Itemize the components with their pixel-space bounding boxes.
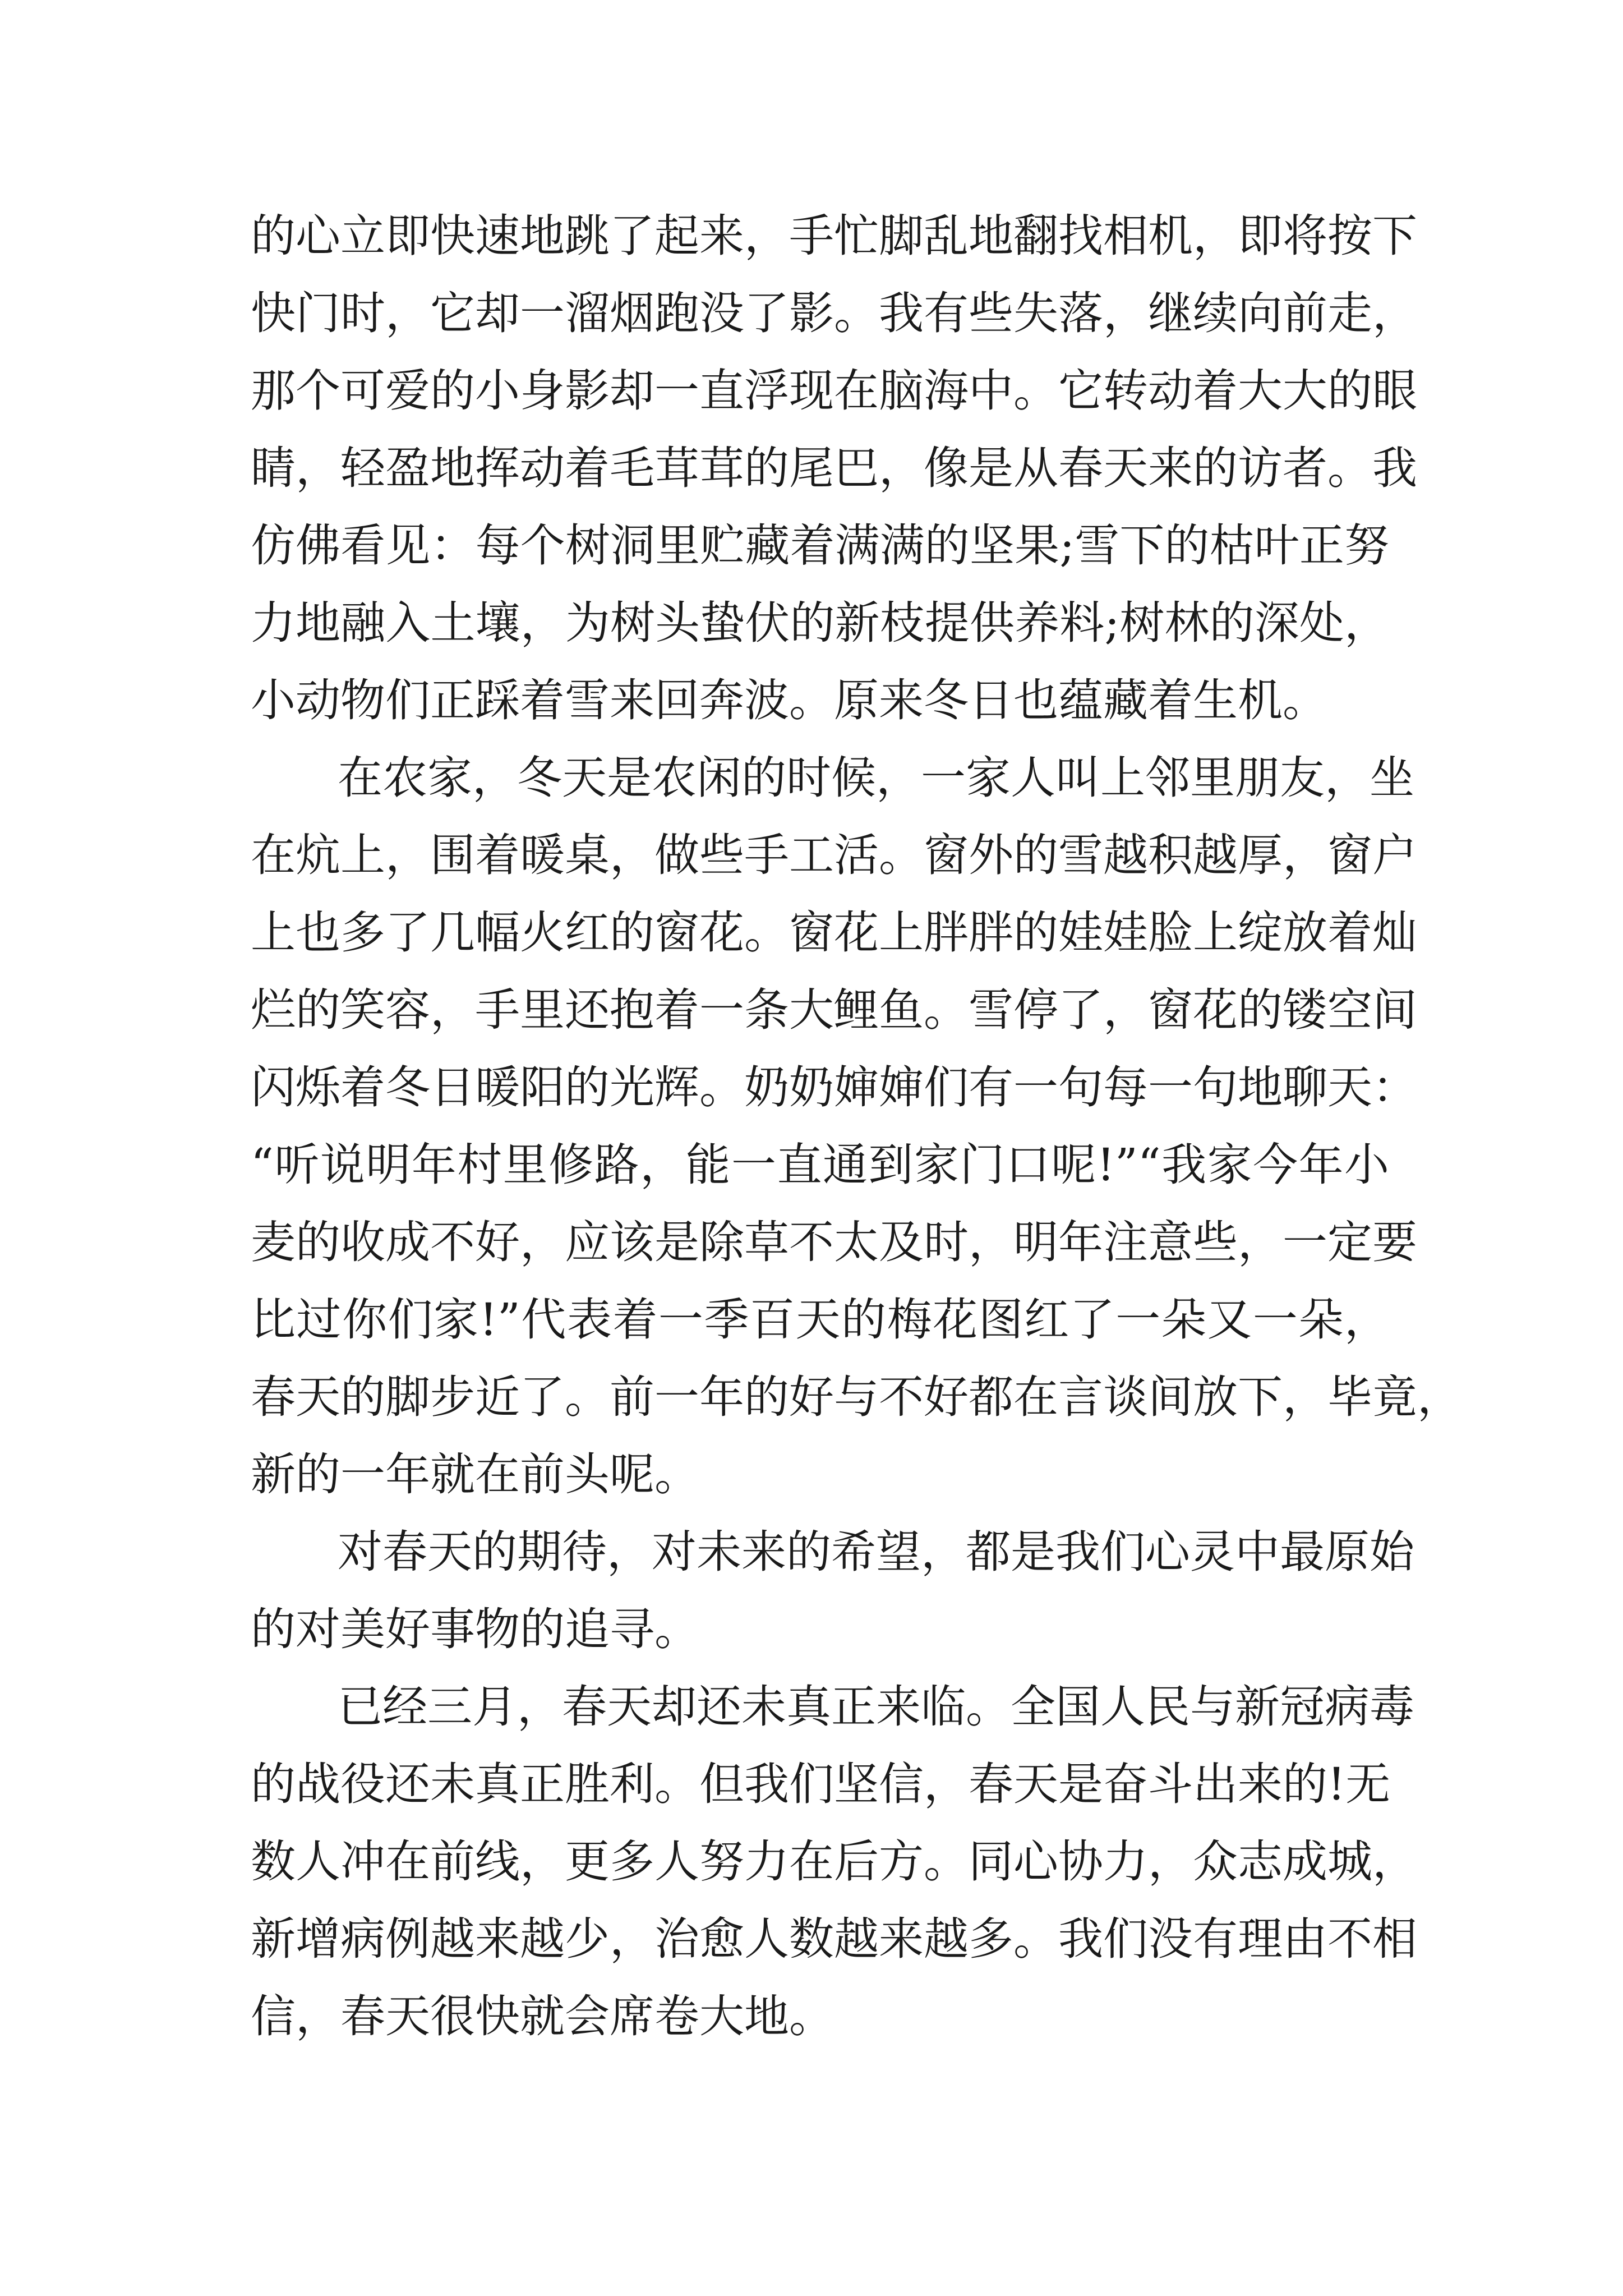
text-line: 春天的脚步近了。前一年的好与不好都在言谈间放下，毕竟， [251, 1371, 1462, 1423]
text-line: 闪烁着冬日暖阳的光辉。奶奶婶婶们有一句每一句地聊天： [251, 1061, 1417, 1114]
text-line: 上也多了几幅火红的窗花。窗花上胖胖的娃娃脸上绽放着灿 [251, 907, 1417, 959]
text-line: 的对美好事物的追寻。 [251, 1603, 699, 1655]
text-line: 烂的笑容，手里还抱着一条大鲤鱼。雪停了，窗花的镂空间 [251, 984, 1417, 1036]
text-line: 已经三月，春天却还未真正来临。全国人民与新冠病毒 [338, 1681, 1414, 1733]
text-line: 麦的收成不好，应该是除草不太及时，明年注意些，一定要 [251, 1216, 1417, 1268]
text-line: 的战役还未真正胜利。但我们坚信，春天是奋斗出来的!无 [251, 1758, 1391, 1810]
text-line: 新增病例越来越少，治愈人数越来越多。我们没有理由不相 [251, 1913, 1417, 1965]
paragraph-1 [251, 197, 1417, 739]
text-line: 仿佛看见：每个树洞里贮藏着满满的坚果;雪下的枯叶正努 [251, 519, 1389, 572]
paragraph-4 [251, 1668, 1417, 2055]
paragraph-3 [251, 1513, 1414, 1668]
text-line: 比过你们家!”代表着一季百天的梅花图红了一朵又一朵， [251, 1294, 1389, 1346]
text-line: “听说明年村里修路，能一直通到家门口呢!”“我家今年小 [251, 1139, 1389, 1191]
text-line: 在炕上，围着暖桌，做些手工活。窗外的雪越积越厚，窗户 [251, 829, 1417, 881]
text-line: 数人冲在前线，更多人努力在后方。同心协力，众志成城， [251, 1835, 1417, 1888]
text-line: 力地融入土壤，为树头蛰伏的新枝提供养料;树林的深处， [251, 597, 1389, 649]
text-line: 睛，轻盈地挥动着毛茸茸的尾巴，像是从春天来的访者。我 [251, 442, 1417, 494]
text-line: 信，春天很快就会席卷大地。 [251, 1990, 834, 2042]
text-line: 小动物们正踩着雪来回奔波。原来冬日也蕴藏着生机。 [251, 674, 1327, 726]
text-line: 在农家，冬天是农闲的时候，一家人叫上邻里朋友，坐 [338, 752, 1414, 804]
text-line: 的心立即快速地跳了起来，手忙脚乱地翻找相机，即将按下 [251, 210, 1417, 262]
paragraph-2 [251, 739, 1462, 1513]
text-line: 那个可爱的小身影却一直浮现在脑海中。它转动着大大的眼 [251, 365, 1417, 417]
text-line: 新的一年就在前头呢。 [251, 1448, 699, 1501]
text-line: 快门时，它却一溜烟跑没了影。我有些失落，继续向前走， [251, 287, 1417, 339]
document-body [251, 197, 1462, 2055]
text-line: 对春天的期待，对未来的希望，都是我们心灵中最原始 [338, 1526, 1414, 1578]
